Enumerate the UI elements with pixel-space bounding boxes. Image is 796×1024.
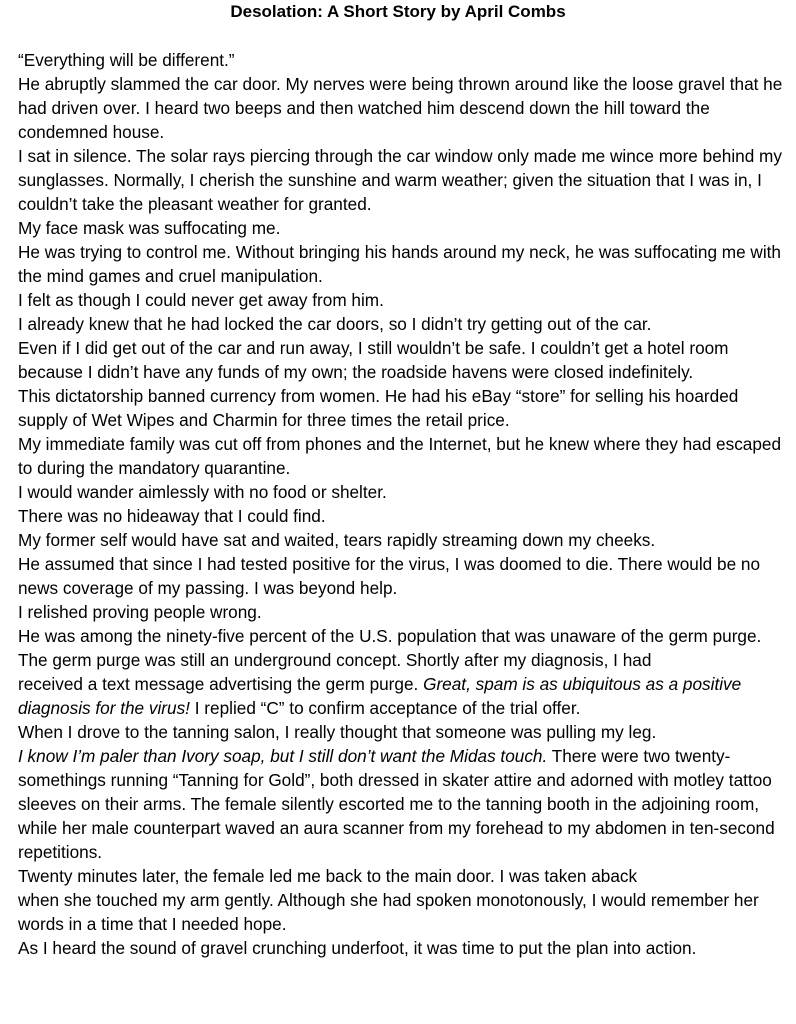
- paragraph-relished: I relished proving people wrong.: [18, 602, 262, 622]
- story-body: [18, 48, 790, 960]
- paragraph-germ-purge: [18, 672, 790, 720]
- paragraph-twenty-minutes-line2: when she touched my arm gently. Although she had spoken monotonously, I would remember her words in a time that I needed hope.: [18, 890, 759, 934]
- midas-rest-text: There were two twenty-somethings running “Tanning for Gold”, both dressed in skater attire and adorned with motley tattoo sleeves on their arms. The female silently escorted me to the tanning booth in the adjoining room, while her male counterpart waved an aura scanner from my forehead to my abdomen in ten-second repetitions.: [18, 746, 775, 862]
- germ-purge-plain-text: received a text message advertising the germ purge.: [18, 674, 424, 694]
- paragraph-car-door: He abruptly slammed the car door. My nerves were being thrown around like the loose gravel that he had driven over. I heard two beeps and then watched him descend down the hill toward the condemned house.: [18, 74, 783, 142]
- paragraph-face-mask: My face mask was suffocating me.: [18, 218, 281, 238]
- paragraph-former-self: My former self would have sat and waited, tears rapidly streaming down my cheeks.: [18, 530, 656, 550]
- paragraph-family: My immediate family was cut off from phones and the Internet, but he knew where they had escaped to during the mandatory quarantine.: [18, 434, 782, 478]
- paragraph-closing: As I heard the sound of gravel crunching underfoot, it was time to put the plan into action.: [18, 938, 697, 958]
- germ-purge-italic-text: Great, spam is as ubiquitous as a positive diagnosis for the virus!: [18, 674, 742, 718]
- document-title: Desolation: A Short Story by April Combs: [230, 2, 566, 21]
- paragraph-get-away: I felt as though I could never get away from him.: [18, 290, 384, 310]
- paragraph-tested-positive: He assumed that since I had tested positive for the virus, I was doomed to die. There would be no news coverage of my passing. I was beyond help.: [18, 554, 761, 598]
- paragraph-midas-touch: [18, 744, 790, 864]
- paragraph-twenty-minutes-line1: Twenty minutes later, the female led me back to the main door. I was taken aback: [18, 866, 638, 886]
- paragraph-locked-doors: I already knew that he had locked the car doors, so I didn’t try getting out of the car.: [18, 314, 652, 334]
- paragraph-ninety-five-percent: He was among the ninety-five percent of the U.S. population that was unaware of the germ purge.: [18, 626, 762, 646]
- paragraph-tanning-salon: When I drove to the tanning salon, I really thought that someone was pulling my leg.: [18, 722, 657, 742]
- paragraph-silence: I sat in silence. The solar rays piercing through the car window only made me wince more behind my sunglasses. Normally, I cherish the sunshine and warm weather; given the situation that I was in, I couldn’t take the pleasant weather for granted.: [18, 146, 782, 214]
- midas-italic-text: I know I’m paler than Ivory soap, but I still don’t want the Midas touch.: [18, 746, 548, 766]
- paragraph-germ-purge-line1: The germ purge was still an underground concept. Shortly after my diagnosis, I had: [18, 650, 652, 670]
- paragraph-not-safe: Even if I did get out of the car and run away, I still wouldn’t be safe. I couldn’t get a hotel room because I didn’t have any funds of my own; the roadside havens were closed indefinitely.: [18, 338, 729, 382]
- paragraph-dictatorship: This dictatorship banned currency from women. He had his eBay “store” for selling his hoarded supply of Wet Wipes and Charmin for three times the retail price.: [18, 386, 739, 430]
- paragraph-wander: I would wander aimlessly with no food or shelter.: [18, 482, 387, 502]
- paragraph-hideaway: There was no hideaway that I could find.: [18, 506, 326, 526]
- germ-purge-tail-text: I replied “C” to confirm acceptance of the trial offer.: [189, 698, 581, 718]
- paragraph-opening-quote: “Everything will be different.”: [18, 50, 235, 70]
- paragraph-control: He was trying to control me. Without bringing his hands around my neck, he was suffocating me with the mind games and cruel manipulation.: [18, 242, 781, 286]
